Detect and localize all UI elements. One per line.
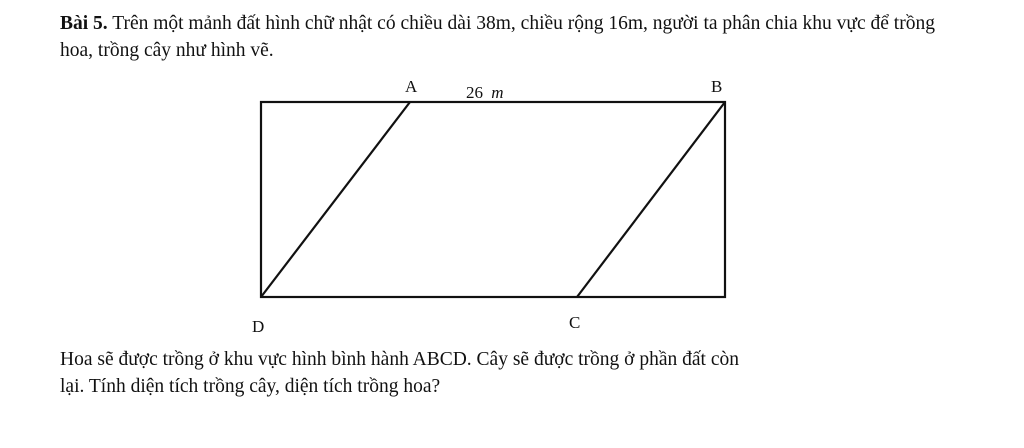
vertex-b-label: B [711, 77, 723, 96]
length-label [466, 83, 504, 102]
question-line-1: Hoa sẽ được trồng ở khu vực hình bình hành ABCD. Cây sẽ được trồng ở phần đất còn [60, 349, 739, 370]
vertex-c-label: C [569, 313, 581, 332]
length-unit: m [491, 83, 504, 102]
problem-text: Trên một mảnh đất hình chữ nhật có chiều dài 38m, chiều rộng 16m, người ta phân chia khu vực để trồng hoa, trồng cây như hình vẽ. [60, 13, 935, 61]
edge-cb [577, 102, 725, 297]
vertex-a-label: A [405, 77, 418, 96]
problem-label: Bài 5. [60, 13, 108, 34]
vertex-d-label: D [252, 317, 265, 336]
edge-da [261, 102, 410, 297]
length-value: 26 [466, 83, 483, 102]
land-rectangle [261, 102, 725, 297]
question-text [60, 346, 960, 400]
question-line-2: lại. Tính diện tích trồng cây, diện tích trồng hoa? [60, 376, 441, 397]
